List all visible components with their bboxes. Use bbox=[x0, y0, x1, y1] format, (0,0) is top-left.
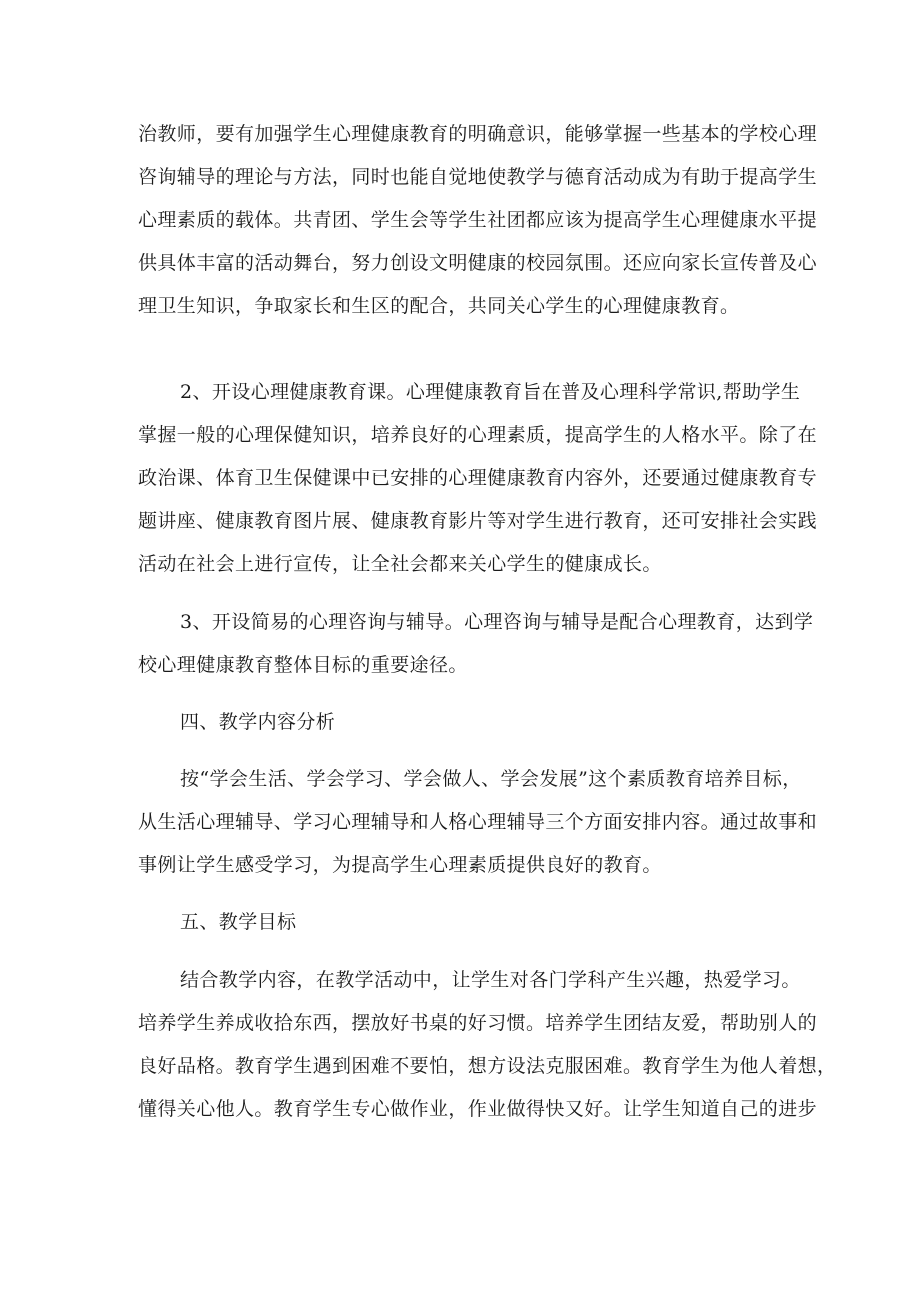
section-heading: 四、教学内容分析 bbox=[180, 711, 336, 733]
section-heading: 五、教学目标 bbox=[180, 911, 297, 933]
paragraph-line: 从生活心理辅导、学习心理辅导和人格心理辅导三个方面安排内容。通过故事和 bbox=[138, 811, 818, 833]
paragraph-line: 供具体丰富的活动舞台，努力创设文明健康的校园氛围。还应向家长宣传普及心 bbox=[138, 252, 818, 274]
paragraph-line: 咨询辅导的理论与方法，同时也能自觉地使教学与德育活动成为有助于提高学生 bbox=[138, 166, 818, 188]
paragraph-line: 活动在社会上进行宣传，让全社会都来关心学生的健康成长。 bbox=[138, 553, 662, 575]
paragraph-line: 政治课、体育卫生保健课中已安排的心理健康教育内容外，还要通过健康教育专 bbox=[138, 467, 818, 489]
paragraph-line: 事例让学生感受学习，为提高学生心理素质提供良好的教育。 bbox=[138, 854, 662, 876]
paragraph-line: 心理素质的载体。共青团、学生会等学生社团都应该为提高学生心理健康水平提 bbox=[138, 209, 818, 231]
paragraph-line: 掌握一般的心理保健知识，培养良好的心理素质，提高学生的人格水平。除了在 bbox=[138, 424, 818, 446]
paragraph-line: 按“学会生活、学会学习、学会做人、学会发展”这个素质教育培养目标， bbox=[180, 768, 802, 790]
paragraph-line: 懂得关心他人。教育学生专心做作业，作业做得快又好。让学生知道自己的进步 bbox=[138, 1098, 818, 1120]
paragraph-line: 治教师，要有加强学生心理健康教育的明确意识，能够掌握一些基本的学校心理 bbox=[138, 123, 818, 145]
paragraph-line: 良好品格。教育学生遇到困难不要怕，想方设法克服困难。教育学生为他人着想， bbox=[138, 1055, 837, 1077]
paragraph-line: 2、开设心理健康教育课。心理健康教育旨在普及心理科学常识,帮助学生 bbox=[180, 381, 801, 403]
paragraph-line: 理卫生知识，争取家长和生区的配合，共同关心学生的心理健康教育。 bbox=[138, 295, 740, 317]
paragraph-line: 校心理健康教育整体目标的重要途径。 bbox=[138, 654, 468, 676]
paragraph-line: 3、开设简易的心理咨询与辅导。心理咨询与辅导是配合心理教育，达到学 bbox=[180, 611, 814, 633]
paragraph-line: 结合教学内容，在教学活动中，让学生对各门学科产生兴趣，热爱学习。 bbox=[180, 969, 801, 991]
paragraph-line: 题讲座、健康教育图片展、健康教育影片等对学生进行教育，还可安排社会实践 bbox=[138, 510, 818, 532]
paragraph-line: 培养学生养成收拾东西，摆放好书桌的好习惯。培养学生团结友爱，帮助别人的 bbox=[138, 1012, 818, 1034]
